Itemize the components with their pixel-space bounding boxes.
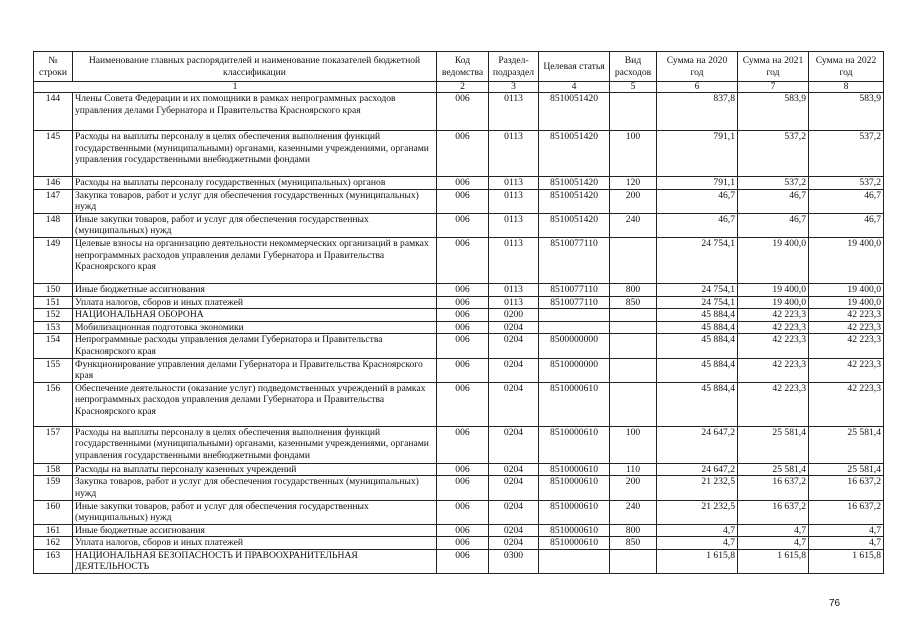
target-article-cell: 8510077110 [539, 296, 610, 309]
sum-2020-cell: 21 232,5 [657, 500, 738, 524]
section-code-cell: 0204 [489, 358, 539, 382]
target-article-cell: 8510077110 [539, 237, 610, 283]
dept-code-cell: 006 [437, 177, 489, 190]
sum-2021-cell: 537,2 [738, 131, 809, 177]
sum-2021-cell: 537,2 [738, 177, 809, 190]
section-code-cell: 0204 [489, 426, 539, 463]
section-code-cell: 0113 [489, 131, 539, 177]
dept-code-cell: 006 [437, 476, 489, 500]
row-name-cell: НАЦИОНАЛЬНАЯ БЕЗОПАСНОСТЬ И ПРАВООХРАНИТЕЛЬНАЯ ДЕЯТЕЛЬНОСТЬ [73, 549, 437, 573]
dept-code-cell: 006 [437, 309, 489, 322]
sum-2020-cell: 45 884,4 [657, 334, 738, 358]
row-name-cell: Уплата налогов, сборов и иных платежей [73, 296, 437, 309]
sum-2022-cell: 42 223,3 [809, 382, 884, 426]
expense-type-cell [610, 321, 657, 334]
expense-type-cell [610, 358, 657, 382]
header-sum-2020: Сумма на 2020 год [657, 52, 738, 82]
sum-2021-cell: 46,7 [738, 189, 809, 213]
sum-2022-cell: 42 223,3 [809, 309, 884, 322]
row-name-cell: Иные закупки товаров, работ и услуг для обеспечения государственных (муниципальных) нужд [73, 213, 437, 237]
row-number-cell: 163 [34, 549, 73, 573]
table-row [34, 463, 884, 476]
section-code-cell: 0113 [489, 213, 539, 237]
sum-2022-cell: 537,2 [809, 131, 884, 177]
sum-2022-cell: 19 400,0 [809, 296, 884, 309]
column-number-cell: 4 [539, 82, 610, 93]
expense-type-cell [610, 549, 657, 573]
section-code-cell: 0113 [489, 189, 539, 213]
expense-type-cell: 800 [610, 283, 657, 296]
row-number-cell: 161 [34, 524, 73, 537]
sum-2020-cell: 24 647,2 [657, 463, 738, 476]
sum-2020-cell: 21 232,5 [657, 476, 738, 500]
row-number-cell: 146 [34, 177, 73, 190]
dept-code-cell: 006 [437, 500, 489, 524]
header-row-number: № строки [34, 52, 73, 82]
row-name-cell: Иные бюджетные ассигнования [73, 283, 437, 296]
sum-2020-cell: 24 754,1 [657, 296, 738, 309]
header-target-article: Целевая статья [539, 52, 610, 82]
row-name-cell: Непрограммные расходы управления делами Губернатора и Правительства Красноярского края [73, 334, 437, 358]
row-name-cell: НАЦИОНАЛЬНАЯ ОБОРОНА [73, 309, 437, 322]
section-code-cell: 0113 [489, 177, 539, 190]
expense-type-cell: 240 [610, 213, 657, 237]
dept-code-cell: 006 [437, 549, 489, 573]
sum-2020-cell: 791,1 [657, 131, 738, 177]
row-name-cell: Иные бюджетные ассигнования [73, 524, 437, 537]
section-code-cell: 0204 [489, 537, 539, 550]
sum-2020-cell: 24 647,2 [657, 426, 738, 463]
sum-2021-cell: 1 615,8 [738, 549, 809, 573]
sum-2021-cell: 25 581,4 [738, 463, 809, 476]
section-code-cell: 0113 [489, 296, 539, 309]
sum-2022-cell: 16 637,2 [809, 476, 884, 500]
row-name-cell: Расходы на выплаты персоналу в целях обеспечения выполнения функций государственными (муниципальными) органами, казенными учреждениями, органами управления государственными внебюджетными фондами [73, 426, 437, 463]
target-article-cell: 8510000000 [539, 358, 610, 382]
section-code-cell: 0113 [489, 93, 539, 131]
sum-2022-cell: 25 581,4 [809, 463, 884, 476]
expense-type-cell: 200 [610, 476, 657, 500]
target-article-cell: 8500000000 [539, 334, 610, 358]
sum-2020-cell: 45 884,4 [657, 309, 738, 322]
target-article-cell [539, 309, 610, 322]
row-number-cell: 153 [34, 321, 73, 334]
column-number-cell: 5 [610, 82, 657, 93]
row-number-cell: 157 [34, 426, 73, 463]
expense-type-cell [610, 309, 657, 322]
table-row [34, 283, 884, 296]
row-number-cell: 152 [34, 309, 73, 322]
sum-2021-cell: 583,9 [738, 93, 809, 131]
row-name-cell: Члены Совета Федерации и их помощники в рамках непрограммных расходов управления делами Губернатора и Правительства Красноярского края [73, 93, 437, 131]
table-row [34, 93, 884, 131]
section-code-cell: 0204 [489, 321, 539, 334]
table-row [34, 213, 884, 237]
column-number-cell: 1 [34, 82, 437, 93]
sum-2022-cell: 19 400,0 [809, 237, 884, 283]
dept-code-cell: 006 [437, 334, 489, 358]
sum-2021-cell: 42 223,3 [738, 309, 809, 322]
row-name-cell: Закупка товаров, работ и услуг для обеспечения государственных (муниципальных) нужд [73, 189, 437, 213]
row-number-cell: 160 [34, 500, 73, 524]
dept-code-cell: 006 [437, 321, 489, 334]
expense-type-cell: 850 [610, 537, 657, 550]
table-row [34, 296, 884, 309]
row-name-cell: Расходы на выплаты персоналу в целях обеспечения выполнения функций государственными (муниципальными) органами, казенными учреждениями, органами управления государственными внебюджетными фондами [73, 131, 437, 177]
target-article-cell [539, 549, 610, 573]
sum-2021-cell: 16 637,2 [738, 500, 809, 524]
row-number-cell: 147 [34, 189, 73, 213]
row-number-cell: 151 [34, 296, 73, 309]
column-number-cell: 7 [738, 82, 809, 93]
section-code-cell: 0204 [489, 334, 539, 358]
sum-2020-cell: 791,1 [657, 177, 738, 190]
sum-2022-cell: 42 223,3 [809, 358, 884, 382]
sum-2020-cell: 837,8 [657, 93, 738, 131]
row-name-cell: Расходы на выплаты персоналу казенных учреждений [73, 463, 437, 476]
table-row [34, 177, 884, 190]
target-article-cell: 8510000610 [539, 476, 610, 500]
dept-code-cell: 006 [437, 283, 489, 296]
expense-type-cell: 110 [610, 463, 657, 476]
sum-2022-cell: 4,7 [809, 537, 884, 550]
row-number-cell: 156 [34, 382, 73, 426]
column-number-cell: 8 [809, 82, 884, 93]
expense-type-cell [610, 382, 657, 426]
row-number-cell: 144 [34, 93, 73, 131]
row-number-cell: 154 [34, 334, 73, 358]
expense-type-cell: 200 [610, 189, 657, 213]
sum-2022-cell: 42 223,3 [809, 321, 884, 334]
row-name-cell: Закупка товаров, работ и услуг для обеспечения государственных (муниципальных) нужд [73, 476, 437, 500]
expense-type-cell [610, 93, 657, 131]
dept-code-cell: 006 [437, 358, 489, 382]
table-row [34, 358, 884, 382]
target-article-cell: 8510051420 [539, 189, 610, 213]
header-sum-2021: Сумма на 2021 год [738, 52, 809, 82]
sum-2020-cell: 1 615,8 [657, 549, 738, 573]
row-name-cell: Обеспечение деятельности (оказание услуг) подведомственных учреждений в рамках непрограммных расходов управления делами Губернатора и Правительства Красноярского края [73, 382, 437, 426]
table-row [34, 382, 884, 426]
table-row [34, 426, 884, 463]
table-body [34, 93, 884, 574]
sum-2020-cell: 24 754,1 [657, 283, 738, 296]
dept-code-cell: 006 [437, 524, 489, 537]
table-row [34, 237, 884, 283]
header-dept-code: Код ведомства [437, 52, 489, 82]
row-number-cell: 149 [34, 237, 73, 283]
target-article-cell: 8510051420 [539, 131, 610, 177]
dept-code-cell: 006 [437, 537, 489, 550]
sum-2021-cell: 25 581,4 [738, 426, 809, 463]
sum-2021-cell: 46,7 [738, 213, 809, 237]
section-code-cell: 0113 [489, 237, 539, 283]
table-row [34, 189, 884, 213]
row-name-cell: Функционирование управления делами Губернатора и Правительства Красноярского края [73, 358, 437, 382]
page-number: 76 [829, 598, 841, 609]
row-name-cell: Целевые взносы на организацию деятельности некоммерческих организаций в рамках непрограммных расходов управления делами Губернатора и Правительства Красноярского края [73, 237, 437, 283]
sum-2020-cell: 24 754,1 [657, 237, 738, 283]
expense-type-cell: 120 [610, 177, 657, 190]
section-code-cell: 0204 [489, 476, 539, 500]
sum-2022-cell: 583,9 [809, 93, 884, 131]
table-row [34, 537, 884, 550]
sum-2022-cell: 42 223,3 [809, 334, 884, 358]
sum-2022-cell: 19 400,0 [809, 283, 884, 296]
row-name-cell: Расходы на выплаты персоналу государственных (муниципальных) органов [73, 177, 437, 190]
row-number-cell: 150 [34, 283, 73, 296]
header-name: Наименование главных распорядителей и наименование показателей бюджетной классификации [73, 52, 437, 82]
table-row [34, 309, 884, 322]
sum-2021-cell: 19 400,0 [738, 296, 809, 309]
dept-code-cell: 006 [437, 189, 489, 213]
sum-2022-cell: 25 581,4 [809, 426, 884, 463]
column-number-cell: 3 [489, 82, 539, 93]
target-article-cell: 8510000610 [539, 382, 610, 426]
expense-type-cell: 100 [610, 131, 657, 177]
row-number-cell: 158 [34, 463, 73, 476]
column-number-cell: 2 [437, 82, 489, 93]
sum-2020-cell: 45 884,4 [657, 321, 738, 334]
target-article-cell: 8510000610 [539, 524, 610, 537]
sum-2021-cell: 42 223,3 [738, 382, 809, 426]
header-section: Раздел-подраздел [489, 52, 539, 82]
row-name-cell: Мобилизационная подготовка экономики [73, 321, 437, 334]
column-number-row [34, 82, 884, 93]
sum-2021-cell: 16 637,2 [738, 476, 809, 500]
dept-code-cell: 006 [437, 382, 489, 426]
sum-2021-cell: 42 223,3 [738, 334, 809, 358]
sum-2022-cell: 537,2 [809, 177, 884, 190]
target-article-cell: 8510051420 [539, 93, 610, 131]
dept-code-cell: 006 [437, 213, 489, 237]
table-row [34, 549, 884, 573]
table-header [34, 52, 884, 93]
budget-table [33, 51, 884, 574]
row-number-cell: 148 [34, 213, 73, 237]
target-article-cell: 8510077110 [539, 283, 610, 296]
target-article-cell: 8510000610 [539, 500, 610, 524]
section-code-cell: 0300 [489, 549, 539, 573]
header-expense-type: Вид расходов [610, 52, 657, 82]
header-sum-2022: Сумма на 2022 год [809, 52, 884, 82]
sum-2022-cell: 4,7 [809, 524, 884, 537]
section-code-cell: 0204 [489, 524, 539, 537]
sum-2020-cell: 4,7 [657, 537, 738, 550]
dept-code-cell: 006 [437, 426, 489, 463]
expense-type-cell: 800 [610, 524, 657, 537]
row-number-cell: 162 [34, 537, 73, 550]
dept-code-cell: 006 [437, 131, 489, 177]
sum-2022-cell: 46,7 [809, 189, 884, 213]
target-article-cell [539, 321, 610, 334]
target-article-cell: 8510000610 [539, 463, 610, 476]
sum-2020-cell: 46,7 [657, 213, 738, 237]
table-row [34, 500, 884, 524]
dept-code-cell: 006 [437, 463, 489, 476]
sum-2022-cell: 1 615,8 [809, 549, 884, 573]
column-number-cell: 6 [657, 82, 738, 93]
sum-2021-cell: 19 400,0 [738, 283, 809, 296]
row-number-cell: 159 [34, 476, 73, 500]
table-row [34, 524, 884, 537]
sum-2022-cell: 46,7 [809, 213, 884, 237]
table-row [34, 131, 884, 177]
target-article-cell: 8510051420 [539, 213, 610, 237]
section-code-cell: 0204 [489, 382, 539, 426]
expense-type-cell: 100 [610, 426, 657, 463]
sum-2020-cell: 45 884,4 [657, 358, 738, 382]
dept-code-cell: 006 [437, 237, 489, 283]
dept-code-cell: 006 [437, 296, 489, 309]
target-article-cell: 8510051420 [539, 177, 610, 190]
sum-2021-cell: 42 223,3 [738, 358, 809, 382]
expense-type-cell [610, 237, 657, 283]
row-name-cell: Иные закупки товаров, работ и услуг для обеспечения государственных (муниципальных) нужд [73, 500, 437, 524]
sum-2021-cell: 42 223,3 [738, 321, 809, 334]
sum-2020-cell: 4,7 [657, 524, 738, 537]
target-article-cell: 8510000610 [539, 537, 610, 550]
row-number-cell: 155 [34, 358, 73, 382]
table-row [34, 476, 884, 500]
sum-2020-cell: 45 884,4 [657, 382, 738, 426]
sum-2021-cell: 19 400,0 [738, 237, 809, 283]
section-code-cell: 0204 [489, 500, 539, 524]
sum-2021-cell: 4,7 [738, 524, 809, 537]
sum-2022-cell: 16 637,2 [809, 500, 884, 524]
row-name-cell: Уплата налогов, сборов и иных платежей [73, 537, 437, 550]
row-number-cell: 145 [34, 131, 73, 177]
sum-2021-cell: 4,7 [738, 537, 809, 550]
section-code-cell: 0200 [489, 309, 539, 322]
section-code-cell: 0113 [489, 283, 539, 296]
target-article-cell: 8510000610 [539, 426, 610, 463]
sum-2020-cell: 46,7 [657, 189, 738, 213]
expense-type-cell: 240 [610, 500, 657, 524]
table-row [34, 321, 884, 334]
expense-type-cell: 850 [610, 296, 657, 309]
dept-code-cell: 006 [437, 93, 489, 131]
table-row [34, 334, 884, 358]
expense-type-cell [610, 334, 657, 358]
section-code-cell: 0204 [489, 463, 539, 476]
